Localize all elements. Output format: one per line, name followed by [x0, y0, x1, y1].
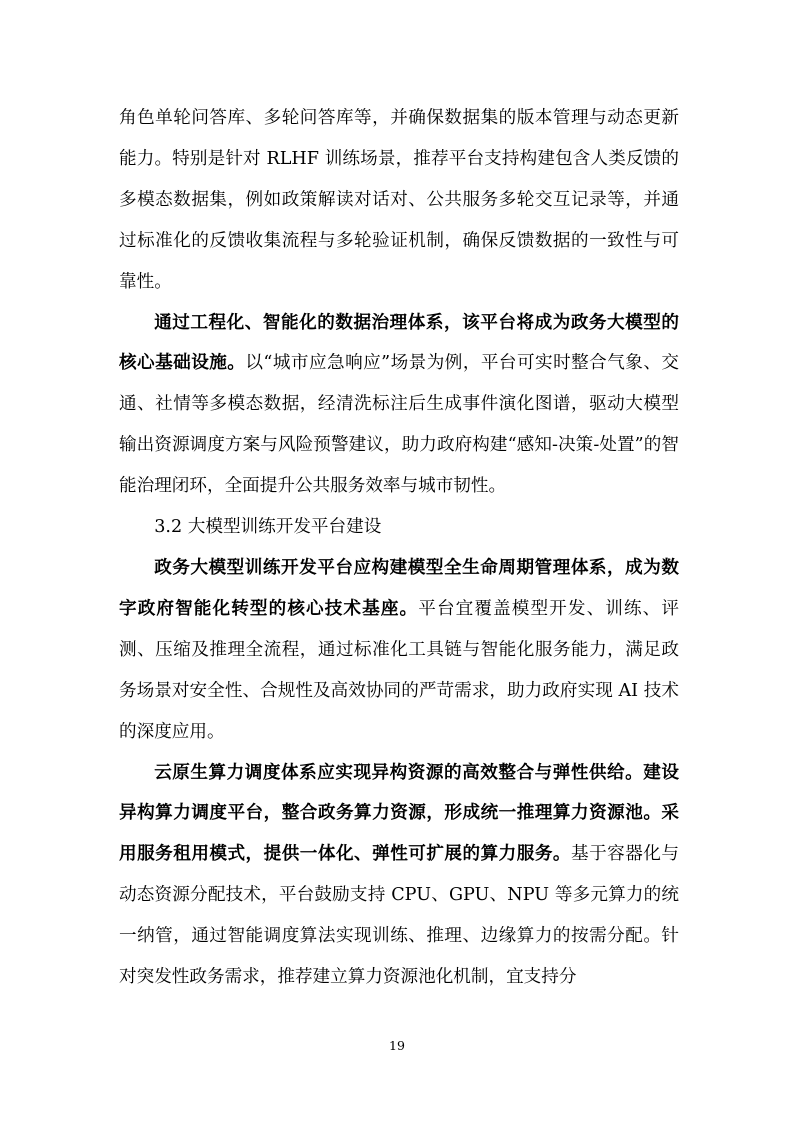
paragraph-bold-lead: 通过工程化、智能化的数据治理体系，该平台将成为政务大模型的核心基础设施。	[119, 312, 679, 374]
paragraph-compute-scheduling	[119, 753, 679, 998]
paragraph-text: 基于容器化与动态资源分配技术，平台鼓励支持 CPU、GPU、NPU 等多元算力的统一纳管，通过智能调度算法实现训练、推理、边缘算力的按需分配。针对突发性政务需求，推荐建立算力资源池化机制，宜支持分	[119, 844, 679, 988]
paragraph-continued	[119, 98, 679, 303]
page-content	[119, 98, 679, 998]
page-number: 19	[389, 1038, 405, 1053]
paragraph-text: 平台宜覆盖模型开发、训练、评测、压缩及推理全流程，通过标准化工具链与智能化服务能力，满足政务场景对安全性、合规性及高效协同的严苛需求，助力政府实现 AI 技术的深度应用。	[119, 598, 679, 742]
paragraph-data-governance	[119, 303, 679, 508]
paragraph-text: 以“城市应急响应”场景为例，平台可实时整合气象、交通、社情等多模态数据，经清洗标注后生成事件演化图谱，驱动大模型输出资源调度方案与风险预警建议，助力政府构建“感知-决策-处置”的智能治理闭环，全面提升公共服务效率与城市韧性。	[119, 353, 679, 497]
paragraph-bold-lead: 政务大模型训练开发平台应构建模型全生命周期管理体系，成为数字政府智能化转型的核心技术基座。	[119, 557, 679, 619]
paragraph-training-platform	[119, 548, 679, 753]
section-heading: 3.2 大模型训练开发平台建设	[154, 517, 382, 538]
paragraph-text: 角色单轮问答库、多轮问答库等，并确保数据集的版本管理与动态更新能力。特别是针对 RLHF 训练场景，推荐平台支持构建包含人类反馈的多模态数据集，例如政策解读对话对、公共服务多轮交互记录等，并通过标准化的反馈收集流程与多轮验证机制，确保反馈数据的一致性与可靠性。	[119, 108, 679, 292]
paragraph-bold-lead: 云原生算力调度体系应实现异构资源的高效整合与弹性供给。建设异构算力调度平台，整合政务算力资源，形成统一推理算力资源池。采用服务租用模式，提供一体化、弹性可扩展的算力服务。	[119, 762, 679, 865]
